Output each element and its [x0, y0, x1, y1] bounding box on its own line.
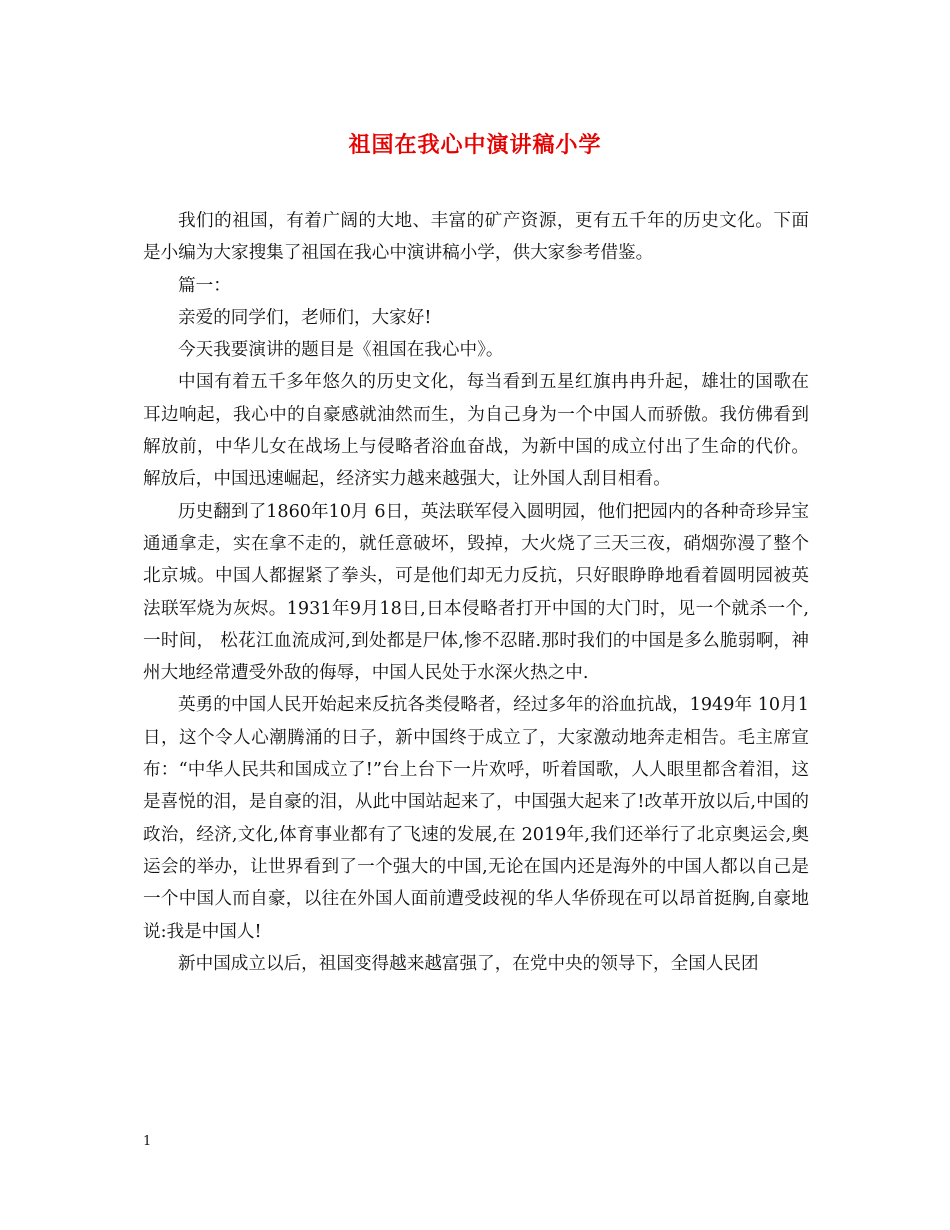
paragraph-greeting: 亲爱的同学们，老师们，大家好!	[178, 307, 432, 328]
paragraph-history-events: 历史翻到了1860年10月 6日，英法联军侵入圆明园，他们把园内的各种奇珍异宝通通拿走，实在拿不走的，就任意破坏，毁掉，大火烧了三天三夜，硝烟弥漫了整个北京城。中国人都握紧了拳头，可是他们却无力反抗，只好眼睁睁地看着圆明园被英法联军烧为灰烬。1931年9月18日,日本侵略者打开中国的大门时，见一个就杀一个,一时间， 松花江血流成河,到处都是尸体,惨不忍睹.那时我们的中国是多么脆弱啊，神州大地经常遭受外敌的侮辱，中国人民处于水深火热之中.	[143, 501, 809, 684]
paragraph-development: 新中国成立以后，祖国变得越来越富强了，在党中央的领导下，全国人民团	[178, 953, 759, 974]
document-body	[143, 205, 809, 980]
paragraph-topic: 今天我要演讲的题目是《祖国在我心中》。	[178, 340, 504, 361]
paragraph-intro: 我们的祖国，有着广阔的大地、丰富的矿产资源，更有五千年的历史文化。下面是小编为大家搜集了祖国在我心中演讲稿小学，供大家参考借鉴。	[143, 211, 809, 264]
paragraph-history-culture: 中国有着五千多年悠久的历史文化，每当看到五星红旗冉冉升起，雄壮的国歌在耳边响起，我心中的自豪感就油然而生，为自己身为一个中国人而骄傲。我仿佛看到解放前，中华儿女在战场上与侵略者浴血奋战，为新中国的成立付出了生命的代价。解放后，中国迅速崛起，经济实力越来越强大，让外国人刮目相看。	[143, 372, 809, 490]
paragraph-section-label: 篇一：	[178, 275, 231, 296]
paragraph-new-china: 英勇的中国人民开始起来反抗各类侵略者，经过多年的浴血抗战，1949年 10月1日，这个令人心潮腾涌的日子，新中国终于成立了，大家激动地奔走相告。毛主席宣布：“中华人民共和国成立了!”台上台下一片欢呼，听着国歌，人人眼里都含着泪，这是喜悦的泪，是自豪的泪，从此中国站起来了，中国强大起来了!改革开放以后,中国的政治，经济,文化,体育事业都有了飞速的发展,在 2019年,我们还举行了北京奥运会,奥运会的举办，让世界看到了一个强大的中国,无论在国内还是海外的中国人都以自己是一个中国人而自豪，以往在外国人面前遭受歧视的华人华侨现在可以昂首挺胸,自豪地说:我是中国人!	[143, 695, 809, 942]
document-title: 祖国在我心中演讲稿小学	[348, 132, 602, 158]
page-number: 1	[143, 1134, 152, 1149]
